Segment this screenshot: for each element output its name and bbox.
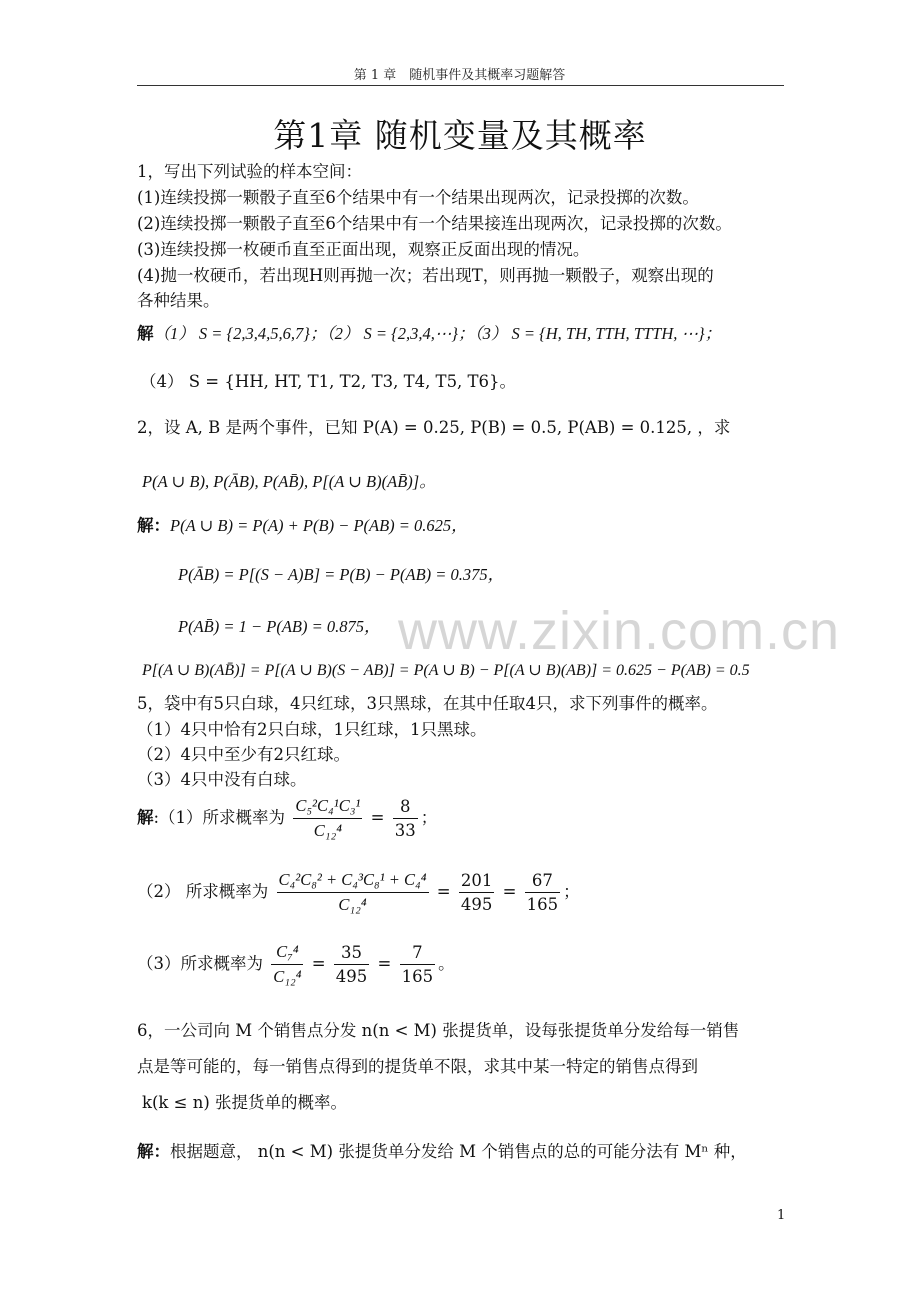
q1-item-4-cont: 各种结果。 bbox=[137, 291, 220, 310]
q5-answer-1: 解:（1）所求概率为 $\frac{\text{C₅²C₄¹C₃¹}}{\text{C₁₂⁴}}$ = $\frac{8}{33}$ ； bbox=[137, 796, 438, 840]
q6-answer bbox=[137, 1138, 747, 1162]
q1-answer-line1 bbox=[137, 320, 721, 344]
q6-line-2: 点是等可能的，每一销售点得到的提货单不限，求其中某一特定的销售点得到 bbox=[137, 1057, 698, 1076]
q1-item-4: (4)抛一枚硬币，若出现H则再抛一次；若出现T，则再抛一颗骰子，观察出现的 bbox=[137, 266, 714, 285]
q2-step-4: P[(A ∪ B)(AB̄)] = P[(A ∪ B)(S − AB)] = P(A ∪ B) − P[(A ∪ B)(AB)] = 0.625 − P(AB) = 0.5 bbox=[142, 662, 750, 679]
answer-label: 解 bbox=[137, 324, 154, 343]
q5-p1-fraction: $\frac{\text{C₅²C₄¹C₃¹}}{\text{C₁₂⁴}}$ bbox=[295, 796, 361, 840]
q1-answer-line2: （4） S = {HH, HT, T1, T2, T3, T4, T5, T6}。 bbox=[140, 372, 517, 391]
q2-union: P(A ∪ B) = P(A) + P(B) − P(AB) = 0.625， bbox=[170, 516, 468, 535]
q5-item-2: （2）4只中至少有2只红球。 bbox=[137, 745, 350, 764]
q5-p3-fraction: $\frac{\text{C₇⁴}}{\text{C₁₂⁴}}$ bbox=[273, 942, 302, 986]
q2-targets: P(A ∪ B), P(ĀB), P(AB̄), P[(A ∪ B)(AB̄)]。 bbox=[142, 472, 436, 491]
watermark: www.zixin.com.cn bbox=[398, 601, 841, 661]
q5-p1-text: :（1）所求概率为 bbox=[153, 808, 286, 827]
q5-p3-mid: $\frac{35}{495}$ bbox=[335, 943, 368, 986]
q5-p2-mid: $\frac{201}{495}$ bbox=[460, 871, 493, 914]
q5-p3-text: （3）所求概率为 bbox=[137, 954, 263, 973]
q6-answer-text: 根据题意， n(n < M) 张提货单分发给 M 个销售点的总的可能分法有 Mⁿ 种， bbox=[170, 1142, 747, 1161]
answer-label: 解： bbox=[137, 1142, 170, 1161]
q1-stem: 1，写出下列试验的样本空间： bbox=[137, 162, 362, 181]
header-rule bbox=[137, 85, 784, 86]
q6-line-3: k(k ≤ n) 张提货单的概率。 bbox=[142, 1093, 348, 1112]
q5-p2-result: $\frac{67}{165}$ bbox=[526, 871, 559, 914]
q2-step-2: P(ĀB) = P[(S − A)B] = P(B) − P(AB) = 0.375， bbox=[178, 565, 505, 584]
q2-step-1 bbox=[137, 512, 468, 536]
q5-p1-result: $\frac{8}{33}$ bbox=[394, 797, 416, 840]
page-number: 1 bbox=[777, 1208, 786, 1223]
answer-label: 解 bbox=[137, 808, 154, 827]
q5-item-1: （1）4只中恰有2只白球，1只红球，1只黑球。 bbox=[137, 720, 487, 739]
q2-stem: 2，设 A, B 是两个事件，已知 P(A) = 0.25, P(B) = 0.5, P(AB) = 0.125, ，求 bbox=[137, 418, 731, 437]
q5-item-3: （3）4只中没有白球。 bbox=[137, 770, 307, 789]
q5-answer-2: （2） 所求概率为 $\frac{\text{C₄²C₈² + C₄³C₈¹ + C₄⁴}}{\text{C₁₂⁴}}$ = $\frac{201}{495}$ = $\frac{67}{165}$ ； bbox=[137, 870, 580, 914]
q1-answer-sets: （1） S = {2,3,4,5,6,7}；（2） S = {2,3,4,⋯}；（3） S = {H, TH, TTH, TTTH, ⋯}； bbox=[153, 324, 722, 343]
q5-p2-fraction: $\frac{\text{C₄²C₈² + C₄³C₈¹ + C₄⁴}}{\text{C₁₂⁴}}$ bbox=[278, 870, 427, 914]
q1-item-3: (3)连续投掷一枚硬币直至正面出现，观察正反面出现的情况。 bbox=[137, 240, 590, 259]
q1-item-2: (2)连续投掷一颗骰子直至6个结果中有一个结果接连出现两次，记录投掷的次数。 bbox=[137, 214, 732, 233]
answer-label: 解： bbox=[137, 516, 170, 535]
q5-p3-result: $\frac{7}{165}$ bbox=[401, 943, 434, 986]
q6-line-1: 6，一公司向 M 个销售点分发 n(n < M) 张提货单，设每张提货单分发给每一销售 bbox=[137, 1021, 740, 1040]
q2-step-3: P(AB̄) = 1 − P(AB) = 0.875， bbox=[178, 617, 381, 636]
chapter-title: 第1章 随机变量及其概率 bbox=[273, 116, 647, 155]
q5-stem: 5，袋中有5只白球，4只红球，3只黑球，在其中任取4只，求下列事件的概率。 bbox=[137, 694, 718, 713]
q5-p2-text: （2） 所求概率为 bbox=[137, 882, 269, 901]
q5-answer-3: （3）所求概率为 $\frac{\text{C₇⁴}}{\text{C₁₂⁴}}$ = $\frac{35}{495}$ = $\frac{7}{165}$ 。 bbox=[137, 942, 455, 986]
q1-item-1: (1)连续投掷一颗骰子直至6个结果中有一个结果出现两次，记录投掷的次数。 bbox=[137, 188, 699, 207]
running-header: 第 1 章 随机事件及其概率习题解答 bbox=[353, 68, 566, 83]
